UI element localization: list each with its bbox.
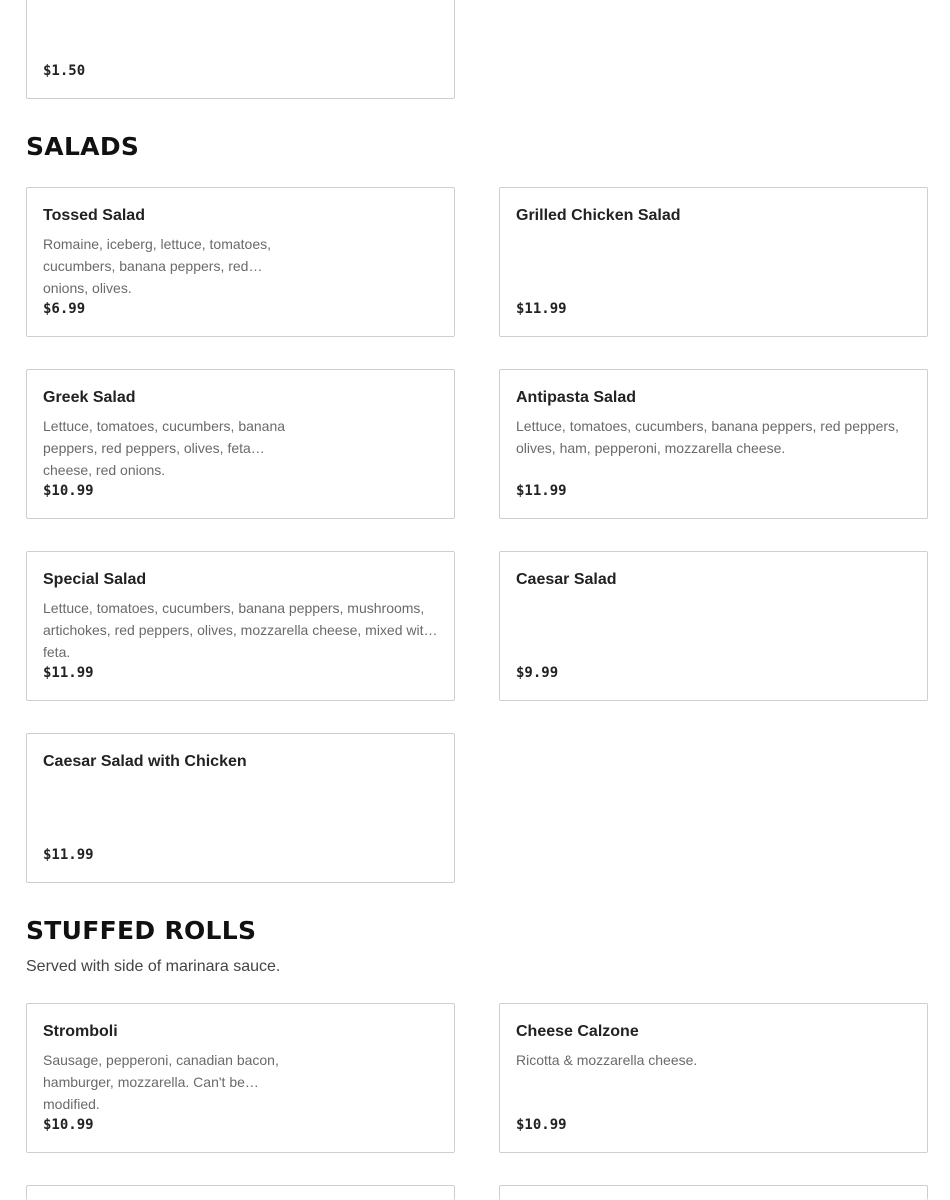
menu-item-price: $10.99 xyxy=(516,1117,567,1133)
menu-item-greek-salad[interactable] xyxy=(26,369,455,519)
menu-item-stromboli[interactable] xyxy=(26,1003,455,1153)
menu-item-cheese-calzone[interactable] xyxy=(499,1003,928,1153)
menu-item-description: Romaine, iceberg, lettuce, tomatoes, cucumbers, banana peppers, red onions, olives. xyxy=(43,236,272,296)
menu-item-name: Caesar Salad with Chicken xyxy=(43,753,247,770)
menu-item-grilled-chicken-salad[interactable] xyxy=(499,187,928,337)
menu-item-price: $10.99 xyxy=(43,483,94,499)
menu-item-description: Lettuce, tomatoes, cucumbers, banana peppers, mushrooms, artichokes, red peppers, olives, mozzarella cheese, mixed with feta. xyxy=(43,600,432,660)
section-subtitle: Served with side of marinara sauce. xyxy=(26,958,281,975)
menu-item-name: Stromboli xyxy=(43,1023,118,1040)
menu-item-price: $6.99 xyxy=(43,301,86,317)
menu-item-name: Greek Salad xyxy=(43,389,136,406)
menu-item-price: $11.99 xyxy=(43,847,94,863)
menu-item-price: $9.99 xyxy=(516,665,559,681)
menu-item-card[interactable] xyxy=(26,1185,455,1200)
menu-item-name: Caesar Salad xyxy=(516,571,617,588)
menu-item-name: Tossed Salad xyxy=(43,207,145,224)
menu-item-card[interactable] xyxy=(26,0,455,99)
menu-item-price: $10.99 xyxy=(43,1117,94,1133)
menu-item-name: Special Salad xyxy=(43,571,147,588)
menu-item-description: Sausage, pepperoni, canadian bacon, hamburger, mozzarella. Can't be modified. xyxy=(43,1052,279,1112)
menu-item-caesar-salad[interactable] xyxy=(499,551,928,701)
menu-item-description: Lettuce, tomatoes, cucumbers, banana peppers, red peppers, olives, ham, pepperoni, mozzarella cheese. xyxy=(516,418,899,456)
menu-item-description: Ricotta & mozzarella cheese. xyxy=(516,1052,698,1068)
menu-item-antipasta-salad[interactable] xyxy=(499,369,928,519)
menu-item-price: $11.99 xyxy=(516,483,567,499)
menu-item-caesar-salad-with-chicken[interactable] xyxy=(26,733,455,883)
menu-item-name: Grilled Chicken Salad xyxy=(516,207,681,224)
menu-item-price: $11.99 xyxy=(43,665,94,681)
menu-item-tossed-salad[interactable] xyxy=(26,187,455,337)
menu-item-price: $1.50 xyxy=(43,63,86,79)
menu-item-name: Cheese Calzone xyxy=(516,1023,639,1040)
menu-item-special-salad[interactable] xyxy=(26,551,455,701)
menu-item-description: Lettuce, tomatoes, cucumbers, banana peppers, red peppers, olives, feta cheese, red onions. xyxy=(43,418,286,478)
menu-item-name: Antipasta Salad xyxy=(516,389,637,406)
section-title-salads: SALADS xyxy=(26,132,140,161)
section-title-stuffed-rolls: STUFFED ROLLS xyxy=(26,916,257,945)
menu-item-card[interactable] xyxy=(499,1185,928,1200)
menu-item-price: $11.99 xyxy=(516,301,567,317)
